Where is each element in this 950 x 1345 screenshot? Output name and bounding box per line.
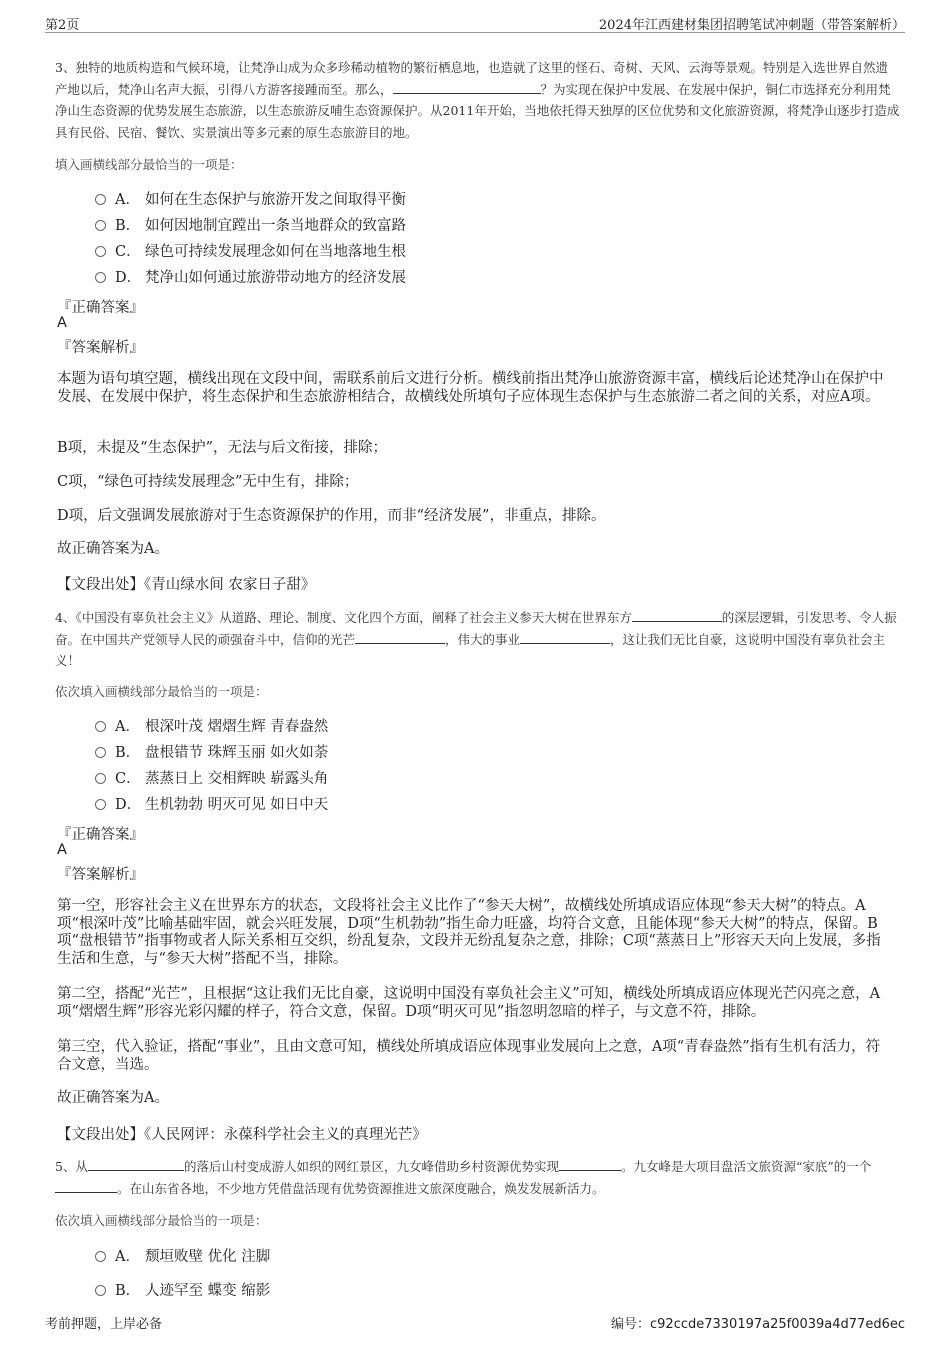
option-d[interactable]: D． 生机勃勃 明灭可见 如日中天 bbox=[95, 792, 328, 818]
analysis-label: 『答案解析』 bbox=[57, 340, 144, 356]
radio-icon[interactable] bbox=[95, 773, 106, 784]
source-citation: 【文段出处】《青山绿水间 农家日子甜》 bbox=[57, 577, 316, 593]
question-3-options bbox=[95, 187, 406, 291]
question-5-prompt: 依次填入画横线部分最恰当的一项是： bbox=[55, 1213, 268, 1228]
radio-icon[interactable] bbox=[95, 747, 106, 758]
radio-icon[interactable] bbox=[95, 272, 106, 283]
option-b[interactable]: B． 人迹罕至 蝶变 缩影 bbox=[95, 1278, 270, 1304]
answer-blank bbox=[559, 1158, 621, 1171]
analysis-paragraph: 第一空，形容社会主义在世界东方的状态，文段将社会主义比作了“参天大树”，故横线处所填成语应体现“参天大树”的特点。A项“根深叶茂”比喻基础牢固，就会兴旺发展，D项“生机勃勃”指生命力旺盛，均符合文意，且能体现“参天大树”的特点，保留。B项“盘根错节”指事物或者人际关系相互交织，纷乱复杂，文段并无纷乱复杂之意，排除；C项“蒸蒸日上”形容天天向上发展，多指生活和生意，与“参天大树”搭配不当，排除。 bbox=[57, 898, 881, 967]
answer-blank bbox=[632, 609, 722, 622]
page-header bbox=[45, 12, 905, 33]
correct-answer-label: 『正确答案』 bbox=[57, 827, 144, 843]
footer-slogan: 考前押题，上岸必备 bbox=[45, 1317, 163, 1332]
radio-icon[interactable] bbox=[95, 799, 106, 810]
option-a[interactable]: A． 颓垣败壁 优化 注脚 bbox=[95, 1242, 270, 1278]
answer-blank bbox=[355, 631, 445, 644]
answer-blank bbox=[55, 1180, 117, 1193]
analysis-label: 『答案解析』 bbox=[57, 867, 144, 883]
radio-icon[interactable] bbox=[95, 1251, 106, 1262]
analysis-paragraph: B项，未提及“生态保护”，无法与后文衔接，排除； bbox=[57, 440, 387, 456]
analysis-conclusion: 故正确答案为A。 bbox=[57, 541, 169, 557]
option-c[interactable]: C． 蒸蒸日上 交相辉映 崭露头角 bbox=[95, 766, 328, 792]
question-3-text: 3、独特的地质构造和气候环境，让梵净山成为众多珍稀动植物的繁衍栖息地，也造就了这里的怪石、奇树、天风、云海等景观。特别是入选世界自然遗产地以后，梵净山名声大振，引得八方游客接踵而至。那么， ？为实现在保护中发展、在发展中保护，铜仁市选择充分利用梵净山生态资源的优势发展生态旅游，以生态旅游反哺生态资源保护。从2011年开始，当地依托得天独厚的区位优势和文化旅游资源，将梵净山逐步打造成具有民俗、民宿、餐饮、实景演出等多元素的原生态旅游目的地。 bbox=[55, 60, 900, 140]
option-c[interactable]: C． 绿色可持续发展理念如何在当地落地生根 bbox=[95, 239, 406, 265]
question-4-prompt: 依次填入画横线部分最恰当的一项是： bbox=[55, 684, 268, 699]
radio-icon[interactable] bbox=[95, 194, 106, 205]
page-number: 第2页 bbox=[45, 18, 80, 33]
correct-answer-label: 『正确答案』 bbox=[57, 300, 144, 316]
analysis-paragraph: 第三空，代入验证，搭配“事业”，且由文意可知，横线处所填成语应体现事业发展向上之意，A项“青春盎然”指有生机有活力，符合文意，当选。 bbox=[57, 1039, 881, 1073]
analysis-conclusion: 故正确答案为A。 bbox=[57, 1090, 169, 1106]
document-id: 编号：c92ccde7330197a25f0039a4d77ed6ec bbox=[611, 1317, 905, 1332]
answer-blank bbox=[393, 81, 541, 94]
option-b[interactable]: B． 盘根错节 珠辉玉丽 如火如荼 bbox=[95, 740, 328, 766]
option-d[interactable]: D． 梵净山如何通过旅游带动地方的经济发展 bbox=[95, 265, 406, 291]
radio-icon[interactable] bbox=[95, 1285, 106, 1296]
correct-answer-value: A bbox=[57, 842, 67, 858]
correct-answer-value: A bbox=[57, 315, 67, 331]
analysis-paragraph: 第二空，搭配“光芒”，且根据“这让我们无比自豪，这说明中国没有辜负社会主义”可知，横线处所填成语应体现光芒闪亮之意，A项“熠熠生辉”形容光彩闪耀的样子，符合文意，保留。D项“明灭可见”指忽明忽暗的样子，与文意不符，排除。 bbox=[57, 986, 881, 1020]
option-b[interactable]: B． 如何因地制宜蹚出一条当地群众的致富路 bbox=[95, 213, 406, 239]
document-title: 2024年江西建材集团招聘笔试冲刺题（带答案解析） bbox=[598, 18, 905, 33]
answer-blank bbox=[88, 1158, 184, 1171]
option-a[interactable]: A． 根深叶茂 熠熠生辉 青春盎然 bbox=[95, 714, 328, 740]
source-citation: 【文段出处】《人民网评：永葆科学社会主义的真理光芒》 bbox=[57, 1127, 427, 1143]
analysis-paragraph: 本题为语句填空题，横线出现在文段中间，需联系前后文进行分析。横线前指出梵净山旅游资源丰富，横线后论述梵净山在保护中发展、在发展中保护，将生态保护和生态旅游相结合，故横线处所填句子应体现生态保护与生态旅游二者之间的关系，对应A项。 bbox=[57, 371, 884, 405]
question-4-options bbox=[95, 714, 328, 818]
radio-icon[interactable] bbox=[95, 246, 106, 257]
analysis-paragraph: D项，后文强调发展旅游对于生态资源保护的作用，而非“经济发展”，非重点，排除。 bbox=[57, 508, 606, 524]
answer-blank bbox=[520, 631, 610, 644]
option-a[interactable]: A． 如何在生态保护与旅游开发之间取得平衡 bbox=[95, 187, 406, 213]
question-5-text: 5、从 的落后山村变成游人如织的网红景区，九女峰借助乡村资源优势实现 。九女峰是大项目盘活文旅资源“家底”的一个。在山东省各地，不少地方凭借盘活现有优势资源推进文旅深度融合，焕发发展新活力。 bbox=[55, 1159, 872, 1196]
radio-icon[interactable] bbox=[95, 721, 106, 732]
question-3-prompt: 填入画横线部分最恰当的一项是： bbox=[55, 157, 243, 172]
radio-icon[interactable] bbox=[95, 220, 106, 231]
question-5-options bbox=[95, 1242, 270, 1304]
question-4-text: 4、《中国没有辜负社会主义》从道路、理论、制度、文化四个方面，阐释了社会主义参天大树在世界东方 的深层逻辑，引发思考、令人振奋。在中国共产党领导人民的顽强奋斗中，信仰的光芒 ，伟大的事业 ，这让我们无比自豪，这说明中国没有辜负社会主义！ bbox=[55, 610, 897, 668]
analysis-paragraph: C项，“绿色可持续发展理念”无中生有，排除； bbox=[57, 474, 359, 490]
